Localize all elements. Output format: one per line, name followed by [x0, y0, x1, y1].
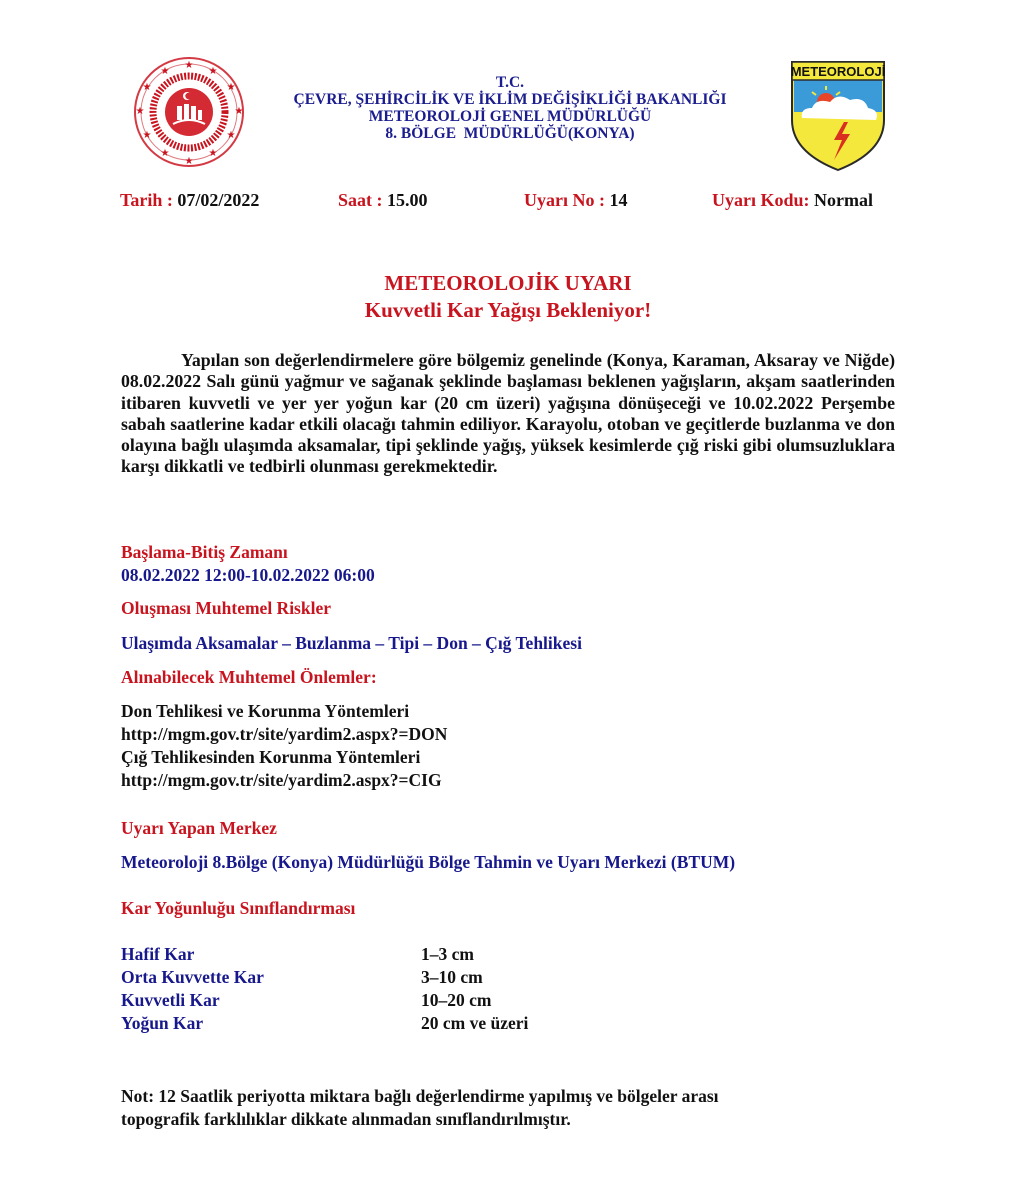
warning-paragraph: Yapılan son değerlendirmelere göre bölgemiz genelinde (Konya, Karaman, Aksaray ve Niğde) 08.02.2022 Salı günü yağmur ve sağanak şeklinde başlaması beklenen yağışların, akşam saatlerinden itibaren kuvvetli ve yer yer yoğun kar (20 cm üzeri) yağışına dönüşeceği ve 10.02.2022 Perşembe sabah saatlerine kadar etkili olacağı tahmin ediliyor. Karayolu, otoban ve geçitlerde buzlanma ve don olayına bağlı ulaşımda aksamalar, tipi şeklinde yağış, yüksek kesimlerde çığ riski gibi olumsuzluklara karşı dikkatli ve tedbirli olunması gerekmektedir. [121, 350, 895, 477]
center-heading: Uyarı Yapan Merkez [121, 818, 277, 838]
date-field [120, 190, 259, 211]
classification-range: 10–20 cm [421, 990, 492, 1010]
date-value: 07/02/2022 [177, 190, 260, 210]
svg-text:METEOROLOJİ: METEOROLOJİ [790, 64, 886, 79]
header-line-region: 8. BÖLGE MÜDÜRLÜĞÜ(KONYA) [385, 125, 635, 142]
classification-range: 20 cm ve üzeri [421, 1013, 529, 1033]
warning-code-value: Normal [814, 190, 873, 210]
warning-number-field [524, 190, 627, 211]
warning-code-field [712, 190, 873, 211]
classification-row [121, 1013, 721, 1036]
classification-heading: Kar Yoğunluğu Sınıflandırması [121, 898, 356, 918]
warning-code-label: Uyarı Kodu: [712, 190, 815, 210]
date-label: Tarih : [120, 190, 178, 210]
note-line-2: topografik farklılıklar dikkate alınmadan sınıflandırılmıştır. [121, 1109, 571, 1129]
risks-heading: Oluşması Muhtemel Riskler [121, 598, 331, 618]
classification-name: Kuvvetli Kar [121, 990, 220, 1010]
measures-heading: Alınabilecek Muhtemel Önlemler: [121, 667, 377, 687]
header-line-tc: T.C. [495, 74, 525, 91]
meteorology-shield-icon [788, 60, 888, 172]
warning-meta-row [120, 190, 895, 214]
page-subtitle: Kuvvetli Kar Yağışı Bekleniyor! [364, 298, 652, 322]
measure-avalanche-link[interactable]: http://mgm.gov.tr/site/yardim2.aspx?=CIG [121, 770, 442, 790]
svg-text:★: ★ [160, 148, 170, 159]
classification-row [121, 967, 721, 990]
svg-text:★: ★ [226, 82, 236, 93]
svg-text:★: ★ [234, 106, 244, 117]
svg-text:★: ★ [184, 156, 194, 167]
ministry-seal-icon [133, 56, 245, 168]
time-field [338, 190, 428, 211]
risks-value: Ulaşımda Aksamalar – Buzlanma – Tipi – Don – Çığ Tehlikesi [121, 633, 582, 653]
header-line-ministry: ÇEVRE, ŞEHİRCİLİK VE İKLİM DEĞİŞİKLİĞİ BAKANLIĞI [293, 91, 727, 108]
svg-text:★: ★ [160, 66, 170, 77]
svg-text:★: ★ [142, 130, 152, 141]
classification-row [121, 990, 721, 1013]
center-value: Meteoroloji 8.Bölge (Konya) Müdürlüğü Bölge Tahmin ve Uyarı Merkezi (BTUM) [121, 852, 736, 872]
warning-description [121, 350, 895, 478]
header-line-directorate: METEOROLOJİ GENEL MÜDÜRLÜĞÜ [368, 108, 652, 125]
svg-text:★: ★ [226, 130, 236, 141]
classification-range: 3–10 cm [421, 967, 483, 987]
svg-text:★: ★ [142, 82, 152, 93]
period-heading: Başlama-Bitiş Zamanı [121, 542, 288, 562]
page-title: METEOROLOJİK UYARI [384, 271, 632, 295]
measure-frost-title: Don Tehlikesi ve Korunma Yöntemleri [121, 701, 410, 721]
institution-header [240, 74, 780, 142]
classification-range: 1–3 cm [421, 944, 474, 964]
time-value: 15.00 [387, 190, 428, 210]
time-label: Saat : [338, 190, 387, 210]
svg-text:★: ★ [135, 106, 145, 117]
classification-row [121, 944, 721, 967]
measure-frost-link[interactable]: http://mgm.gov.tr/site/yardim2.aspx?=DON [121, 724, 448, 744]
period-value: 08.02.2022 12:00-10.02.2022 06:00 [121, 565, 375, 585]
note-line-1: Not: 12 Saatlik periyotta miktara bağlı değerlendirme yapılmış ve bölgeler arası [121, 1086, 719, 1106]
classification-name: Hafif Kar [121, 944, 195, 964]
classification-name: Yoğun Kar [121, 1013, 204, 1033]
svg-text:★: ★ [208, 148, 218, 159]
classification-name: Orta Kuvvette Kar [121, 967, 264, 987]
warning-number-value: 14 [609, 190, 628, 210]
warning-number-label: Uyarı No : [524, 190, 610, 210]
svg-text:★: ★ [184, 60, 194, 71]
measure-avalanche-title: Çığ Tehlikesinden Korunma Yöntemleri [121, 747, 421, 767]
svg-text:★: ★ [208, 66, 218, 77]
